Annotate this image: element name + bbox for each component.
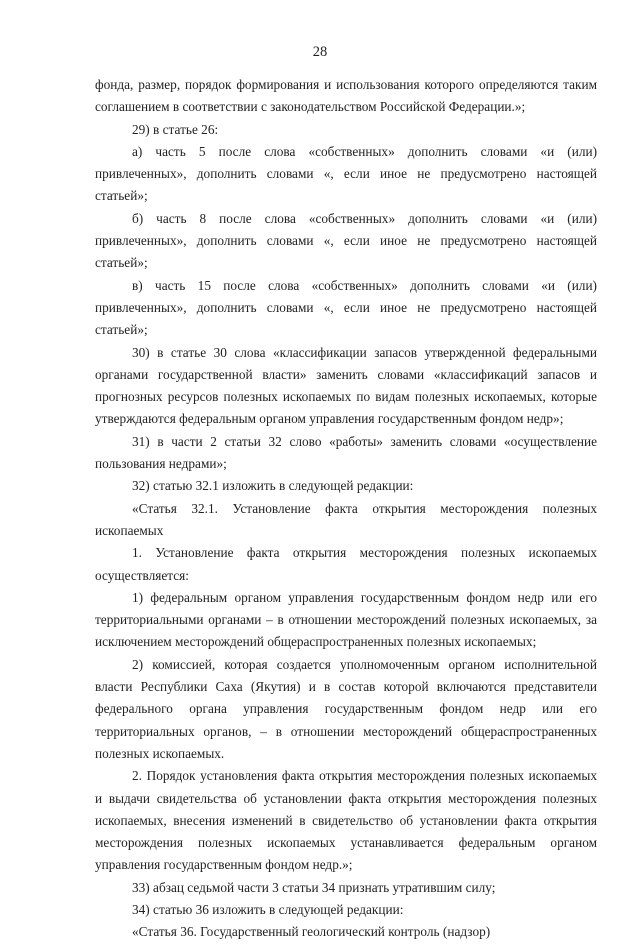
paragraph: фонда, размер, порядок формирования и использования которого определяются таким соглашением в соответствии с законодательством Российской Федерации.»; xyxy=(95,77,597,115)
document-body xyxy=(95,74,597,944)
paragraph: 1. Установление факта открытия месторождения полезных ископаемых осуществляется: xyxy=(95,545,597,583)
paragraph: б) часть 8 после слова «собственных» дополнить словами «и (или) привлеченных», дополнить словами «, если иное не предусмотрено настоящей статьей»; xyxy=(95,210,597,271)
paragraph: а) часть 5 после слова «собственных» дополнить словами «и (или) привлеченных», дополнить словами «, если иное не предусмотрено настоящей статьей»; xyxy=(95,143,597,204)
paragraph: 29) в статье 26: xyxy=(132,121,219,137)
paragraph: 30) в статье 30 слова «классификации запасов утвержденной федеральными органами государственной власти» заменить словами «классификаций запасов и прогнозных ресурсов полезных ископаемых по видам полезных ископаемых, которые утверждаются федеральным органом управления государственным фондом недр»; xyxy=(95,344,597,427)
article-heading: «Статья 36. Государственный геологический контроль (надзор) xyxy=(132,924,491,940)
paragraph: 34) статью 36 изложить в следующей редакции: xyxy=(132,901,404,917)
paragraph: в) часть 15 после слова «собственных» дополнить словами «и (или) привлеченных», дополнить словами «, если иное не предусмотрено настоящей статьей»; xyxy=(95,277,597,338)
paragraph: 2. Порядок установления факта открытия месторождения полезных ископаемых и выдачи свидетельства об установлении факта открытия месторождения полезных ископаемых, внесения изменений в свидетельство об установлении факта открытия месторождения полезных ископаемых устанавливается федеральным органом управления государственным фондом недр.»; xyxy=(95,768,597,873)
paragraph: 32) статью 32.1 изложить в следующей редакции: xyxy=(132,478,414,494)
paragraph: 1) федеральным органом управления государственным фондом недр или его территориальными органами – в отношении месторождений полезных ископаемых, за исключением месторождений общераспространенных полезных ископаемых; xyxy=(95,589,597,650)
paragraph: 2) комиссией, которая создается уполномоченным органом исполнительной власти Республики Саха (Якутия) и в состав которой включаются представители федерального органа управления государственным фондом недр или его территориальных органов, – в отношении месторождений общераспространенных полезных ископаемых. xyxy=(95,656,597,761)
paragraph: 31) в части 2 статьи 32 слово «работы» заменить словами «осуществление пользования недрами»; xyxy=(95,433,597,472)
paragraph: 33) абзац седьмой части 3 статьи 34 признать утратившим силу; xyxy=(132,879,496,895)
page-number: 28 xyxy=(312,44,328,60)
article-heading: «Статья 32.1. Установление факта открытия месторождения полезных ископаемых xyxy=(95,500,597,538)
